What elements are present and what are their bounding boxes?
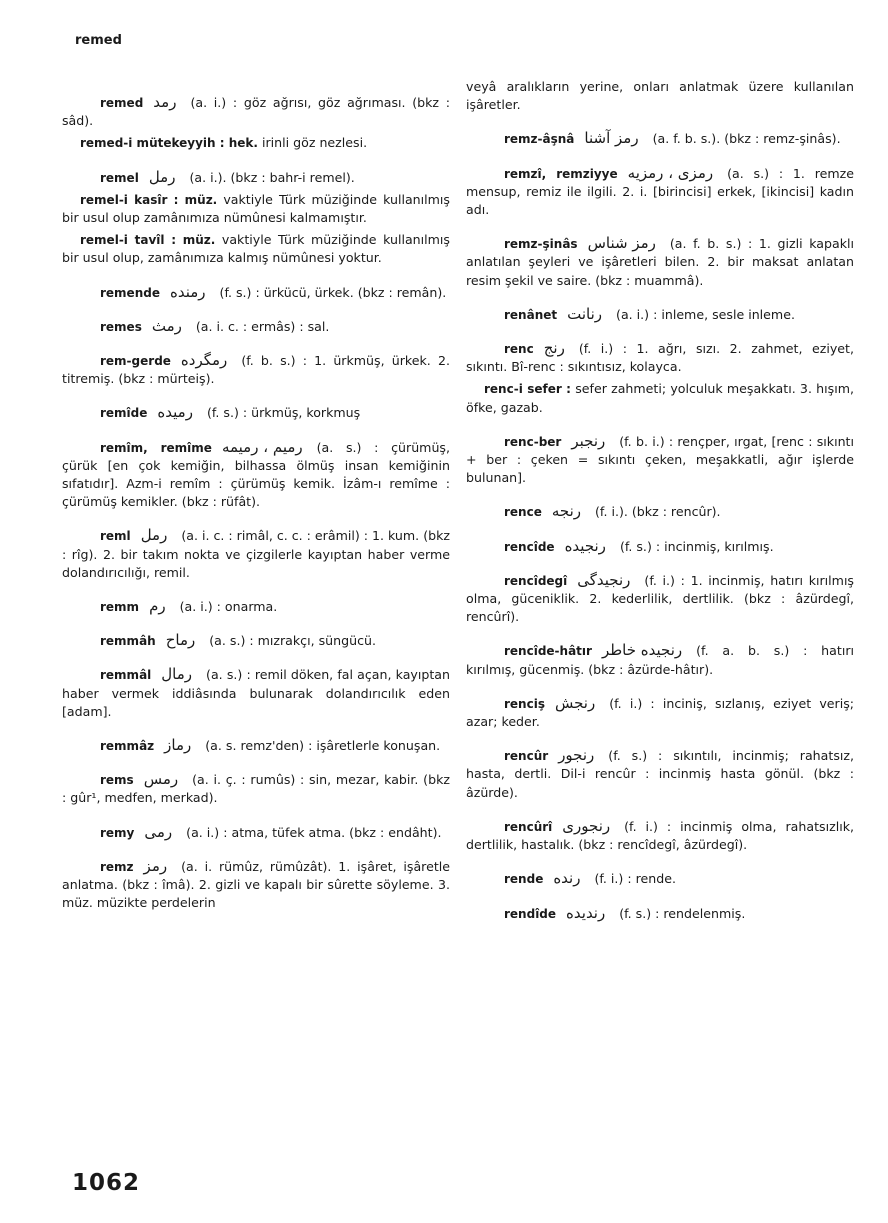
dictionary-entry <box>466 817 854 854</box>
entry-headword: remel-i tavîl : müz. <box>80 233 216 248</box>
entry-arabic-script: رماز <box>164 736 192 755</box>
dictionary-entry <box>466 380 854 416</box>
entry-definition: (a. i. rümûz, rümûzât). 1. işâret, işâretle anlatma. (bkz : îmâ). 2. gizli ve kapalı bir sûrette söyleme. 3. müz. müzikte perdelerin <box>62 858 450 911</box>
entry-arabic-script: رنجوری <box>562 816 611 835</box>
dictionary-entry <box>466 571 854 627</box>
entry-definition: (a. i.) : göz ağrısı, göz ağrıması. (bkz : sâd). <box>62 95 450 129</box>
entry-definition: (f. b. s.) : 1. ürkmüş, ürkek. 2. titremiş. (bkz : mürteiş). <box>62 353 450 387</box>
entry-definition: (a. s.) : çürümüş, çürük [en çok kemiğin, bilhassa ölmüş insan kemiğinin sıfatıdır]. Azm-i remîm : çürümüş kemik. İzâm-ı remîme : çürümüş kemikler. (bkz : rüfât). <box>62 439 450 510</box>
entry-headword: rencûr <box>504 749 549 764</box>
entry-definition: (a. s.) : 1. remze mensup, remiz ile ilgili. 2. i. [birincisi] erkek, [ikincisi] kadın adı. <box>466 165 854 218</box>
entry-headword: renc-i sefer : <box>484 382 571 397</box>
left-column <box>62 78 450 913</box>
entry-definition: (f. i.) : incinmiş olma, rahatsızlık, dertlilik, hastalık. (bkz : rencîdegî, âzürdegî). <box>466 818 854 853</box>
entry-definition: (f. i.) : 1. incinmiş, hatırı kırılmış olma, güceniklik. 2. kederlilik, dertlilik. (bkz : âzürdegî, rencûrî). <box>466 572 854 625</box>
entry-headword: rems <box>100 773 134 788</box>
entry-arabic-script: رنجه <box>551 502 582 521</box>
entry-arabic-script: رمز شناس <box>587 234 656 253</box>
dictionary-entry <box>62 168 450 187</box>
entry-headword: remed-i mütekeyyih : hek. <box>80 136 258 151</box>
entry-arabic-script: رمث <box>151 316 182 335</box>
entry-arabic-script: رم <box>149 597 166 616</box>
entry-definition: (a. s. remz'den) : işâretlerle konuşan. <box>205 738 441 754</box>
dictionary-entry <box>466 305 854 324</box>
entry-definition: (f. i.) : inciniş, sızlanış, eziyet veriş; azar; keder. <box>466 695 854 730</box>
entry-headword: remz-âşnâ <box>504 132 575 147</box>
entry-definition: (a. i.) : onarma. <box>179 599 278 615</box>
dictionary-entry <box>62 770 450 807</box>
entry-arabic-script: رماح <box>165 631 196 650</box>
entry-arabic-script: رمد <box>153 93 177 111</box>
entry-headword: rencîdegî <box>504 573 568 588</box>
dictionary-entry <box>62 823 450 842</box>
dictionary-entry <box>466 234 854 290</box>
dictionary-entry <box>466 869 854 888</box>
dictionary-entry <box>62 231 450 267</box>
entry-definition: (a. f. b. s.) : 1. gizli kapaklı anlatılan şeyleri ve işâretleri bilen. 2. bir maksat anlatan resim şekil ve saire. (bkz : muammâ). <box>466 236 854 288</box>
entry-headword: renc-ber <box>504 434 562 449</box>
entry-arabic-script: رنجش <box>554 693 596 712</box>
dictionary-entry <box>466 537 854 556</box>
entry-definition: (f. i.) : rende. <box>594 871 676 887</box>
entry-headword: remmâh <box>100 634 156 649</box>
entry-arabic-script: رنجیده <box>564 536 606 555</box>
entry-headword: remel <box>100 170 139 185</box>
dictionary-entry <box>466 904 854 923</box>
entry-definition: (a. i.) : atma, tüfek atma. (bkz : endâht). <box>186 824 442 840</box>
dictionary-entry <box>62 317 450 336</box>
entry-headword: rende <box>504 872 544 887</box>
dictionary-entry <box>62 93 450 130</box>
dictionary-entry <box>466 502 854 521</box>
entry-definition: (a. i.). (bkz : bahr-i remel). <box>189 169 355 185</box>
dictionary-entry <box>62 597 450 616</box>
entry-headword: remel-i kasîr : müz. <box>80 192 218 207</box>
entry-arabic-script: رنده <box>553 869 581 888</box>
dictionary-entry <box>62 191 450 227</box>
entry-headword: rencûrî <box>504 819 553 834</box>
entry-arabic-script: رمال <box>161 665 193 684</box>
entry-headword: remzî, remziyye <box>504 166 618 181</box>
entry-headword: remz <box>100 859 134 874</box>
entry-definition: (f. s.) : sıkıntılı, incinmiş; rahatsız, hasta, dertli. Dil-i rencûr : incinmiş hasta gönül. (bkz : âzürde). <box>466 748 854 800</box>
page-number: 1062 <box>72 1170 141 1196</box>
entry-headword: rencîde-hâtır <box>504 644 592 659</box>
entry-headword: remm <box>100 600 140 615</box>
right-column <box>466 78 854 923</box>
dictionary-entry <box>466 746 854 802</box>
entry-arabic-script: رنجور <box>558 746 595 765</box>
dictionary-entry <box>466 78 854 114</box>
entry-definition: (f. s.) : ürkmüş, korkmuş <box>206 405 361 421</box>
entry-arabic-script: رمزی ، رمزیه <box>627 163 714 182</box>
entry-arabic-script: رمیده <box>157 403 193 422</box>
entry-definition: (f. s.) : ürkücü, ürkek. (bkz : remân). <box>219 284 447 300</box>
dictionary-entry <box>62 736 450 755</box>
entry-definition: (a. f. b. s.). (bkz : remz-şinâs). <box>652 131 841 147</box>
entry-headword: reml <box>100 529 131 544</box>
entry-definition: (a. i. c. : rimâl, c. c. : erâmil) : 1. kum. (bkz : rîg). 2. bir takım nokta ve çizgilerle kayıptan haber verme dolandırıcılığı, remil. <box>62 528 450 580</box>
entry-arabic-script: رنانت <box>567 304 603 323</box>
entry-definition: (a. i. ç. : rumûs) : sin, mezar, kabir. (bkz : gûr¹, medfen, merkad). <box>62 772 450 806</box>
dictionary-entry <box>62 134 450 152</box>
entry-headword: rence <box>504 505 542 520</box>
entry-definition: (f. s.) : rendelenmiş. <box>619 905 746 921</box>
entry-arabic-script: رمیم ، رمیمه <box>221 437 303 456</box>
entry-definition: (f. b. i.) : rençper, ırgat, [renc : sıkıntı + ber : çeken = sıkıntı çeken, meşakkatli, ağır işlerde bulunan]. <box>466 433 854 486</box>
entry-headword: remîm, remîme <box>100 440 212 455</box>
dictionary-entry <box>62 351 450 388</box>
entry-arabic-script: رنجبر <box>571 431 606 450</box>
entry-arabic-script: رمس <box>143 770 179 789</box>
entry-headword: remed <box>100 96 144 110</box>
entry-definition: (a. i. c. : ermâs) : sal. <box>195 318 330 334</box>
entry-arabic-script: رمز <box>143 856 168 875</box>
entry-headword: remmâl <box>100 668 152 683</box>
dictionary-entry <box>62 526 450 582</box>
dictionary-entry <box>466 694 854 731</box>
entry-headword: rem-gerde <box>100 354 171 369</box>
entry-arabic-script: رنجیده خاطر <box>601 641 683 660</box>
entry-definition: sefer zahmeti; yolculuk meşakkatı. 3. hışım, öfke, gazab. <box>466 381 854 415</box>
dictionary-entry <box>62 857 450 913</box>
entry-headword: remende <box>100 285 160 300</box>
entry-arabic-script: رندیده <box>566 903 606 922</box>
running-head: remed <box>75 33 122 48</box>
entry-definition: (f. a. b. s.) : hatırı kırılmış, gücenmiş. (bkz : âzürde-hâtır). <box>466 643 854 677</box>
entry-arabic-script: رنجیدگی <box>577 570 631 589</box>
entry-definition: veyâ aralıkların yerine, onları anlatmak üzere kullanılan işâretler. <box>466 79 854 113</box>
entry-arabic-script: رمگرده <box>180 351 228 370</box>
entry-headword: remmâz <box>100 739 155 754</box>
entry-definition: vaktiyle Türk müziğinde kullanılmış bir usul olup zamânımıza nümûnesi kalmamıştır. <box>62 191 450 226</box>
entry-definition: (a. s.) : mızrakçı, süngücü. <box>209 633 377 649</box>
entry-headword: rendîde <box>504 906 557 921</box>
entry-definition: vaktiyle Türk müziğinde kullanılmış bir usul olup, zamânımıza kalmış nümûnesi yoktur. <box>62 232 450 266</box>
entry-headword: renânet <box>504 307 558 322</box>
entry-headword: remîde <box>100 406 148 421</box>
entry-definition: (a. s.) : remil döken, fal açan, kayıptan haber vermek iddiâsında bulunarak dolandırıcılık eden [adam]. <box>62 667 450 719</box>
entry-definition: (f. s.) : incinmiş, kırılmış. <box>619 538 774 554</box>
entry-definition: (f. i.). (bkz : rencûr). <box>595 504 721 520</box>
entry-headword: remes <box>100 319 142 334</box>
entry-arabic-script: رمز آشنا <box>584 129 639 148</box>
entry-arabic-script: رمل <box>148 167 176 186</box>
dictionary-entry <box>466 339 854 376</box>
dictionary-entry <box>62 631 450 650</box>
dictionary-entry <box>62 403 450 422</box>
entry-arabic-script: رنج <box>543 339 565 358</box>
entry-definition: (a. i.) : inleme, sesle inleme. <box>616 306 795 322</box>
dictionary-entry <box>62 283 450 302</box>
entry-headword: remy <box>100 825 135 840</box>
entry-headword: rencîde <box>504 539 555 554</box>
entry-arabic-script: رمل <box>140 526 168 545</box>
entry-headword: remz-şinâs <box>504 237 578 252</box>
dictionary-entry <box>466 641 854 678</box>
entry-definition: irinli göz nezlesi. <box>261 135 368 151</box>
entry-definition: (f. i.) : 1. ağrı, sızı. 2. zahmet, eziyet, sıkıntı. Bî-renc : sıkıntısız, kolayca. <box>466 341 854 375</box>
dictionary-entry <box>62 665 450 721</box>
entry-arabic-script: رمی <box>144 822 173 841</box>
dictionary-entry <box>466 432 854 488</box>
dictionary-entry <box>466 164 854 220</box>
dictionary-entry <box>62 438 450 512</box>
entry-arabic-script: رمنده <box>169 282 206 301</box>
entry-headword: renciş <box>504 696 545 711</box>
entry-headword: renc <box>504 342 534 357</box>
dictionary-entry <box>466 129 854 148</box>
